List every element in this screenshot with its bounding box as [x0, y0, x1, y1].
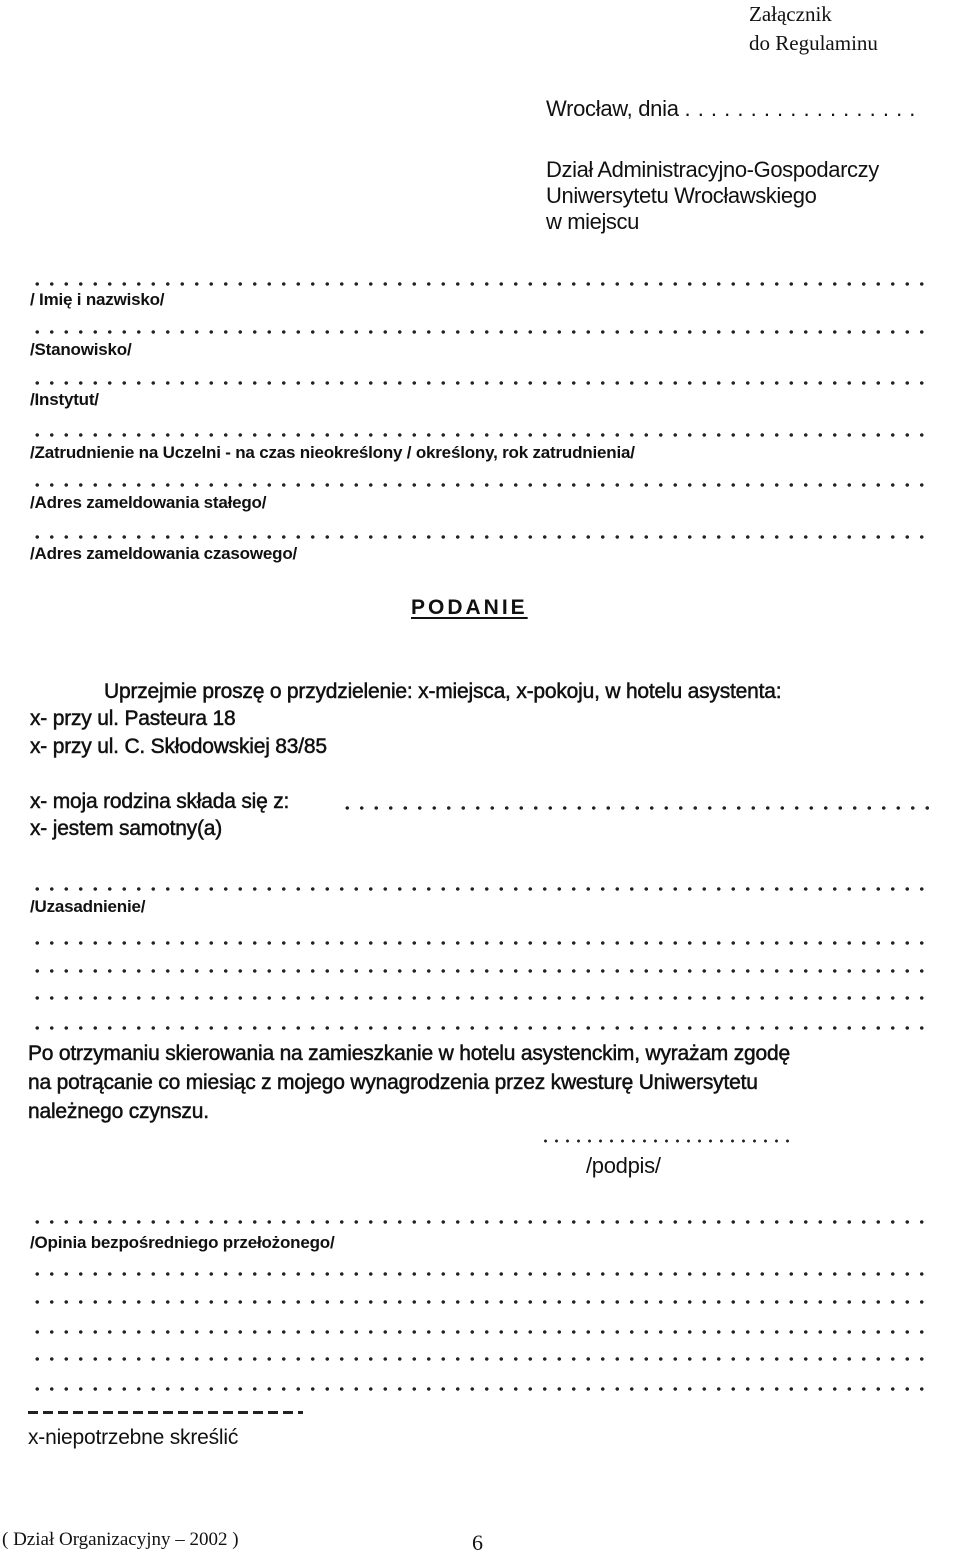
permanent-address-fill-line[interactable]: [30, 483, 930, 487]
recipient-line-1: Dział Administracyjno-Gospodarczy: [546, 157, 879, 182]
temporary-address-fill-line[interactable]: [30, 535, 930, 539]
employment-fill-line[interactable]: [30, 433, 930, 437]
institute-fill-line[interactable]: [30, 381, 930, 385]
justification-fill-line-3[interactable]: [30, 996, 930, 1000]
recipient-line-2: Uniwersytetu Wrocławskiego: [546, 183, 817, 208]
justification-fill-line-4[interactable]: [30, 1026, 930, 1030]
opinion-fill-line-2[interactable]: [30, 1300, 930, 1304]
consent-line-3: należnego czynszu.: [28, 1100, 209, 1123]
position-fill-line[interactable]: [30, 330, 930, 334]
justification-fill-line-1[interactable]: [30, 941, 930, 945]
institute-field-label: /Instytut/: [30, 390, 99, 409]
footer-organization: ( Dział Organizacyjny – 2002 ): [2, 1529, 239, 1550]
attachment-line-2: do Regulaminu: [749, 31, 878, 55]
opinion-fill-line-1[interactable]: [30, 1272, 930, 1276]
place-date-label: Wrocław, dnia: [546, 96, 679, 121]
consent-line-1: Po otrzymaniu skierowania na zamieszkanie w hotelu asystenckim, wyrażam zgodę: [28, 1042, 790, 1065]
request-intro: Uprzejmie proszę o przydzielenie: x-miejsca, x-pokoju, w hotelu asystenta:: [104, 680, 782, 703]
justification-label: /Uzasadnienie/: [30, 897, 146, 916]
request-option-1[interactable]: x- przy ul. Pasteura 18: [30, 707, 236, 730]
position-field-label: /Stanowisko/: [30, 340, 132, 359]
permanent-address-field-label: /Adres zameldowania stałego/: [30, 493, 267, 512]
temporary-address-field-label: /Adres zameldowania czasowego/: [30, 544, 298, 563]
family-option-1[interactable]: x- moja rodzina składa się z:: [30, 790, 290, 813]
justification-fill-line-2[interactable]: [30, 969, 930, 973]
recipient-address: [546, 157, 879, 235]
place-date-dots[interactable]: . . . . . . . . . . . . . . . . . .: [684, 96, 916, 121]
request-option-2[interactable]: x- przy ul. C. Skłodowskiej 83/85: [30, 735, 327, 758]
signature-label: /podpis/: [586, 1153, 661, 1178]
employment-field-label: /Zatrudnienie na Uczelni - na czas nieokreślony / określony, rok zatrudnienia/: [30, 443, 635, 462]
signature-fill-line[interactable]: [540, 1139, 792, 1143]
footnote-separator: [28, 1411, 303, 1414]
consent-line-2: na potrącanie co miesiąc z mojego wynagrodzenia przez kwesturę Uniwersytetu: [28, 1071, 758, 1094]
attachment-line-1: Załącznik: [749, 2, 832, 26]
consent-text: [28, 1039, 790, 1126]
justification-fill-line-0[interactable]: [30, 887, 930, 891]
place-date: [546, 96, 916, 122]
opinion-label: /Opinia bezpośredniego przełożonego/: [30, 1233, 335, 1252]
attachment-note: [749, 0, 878, 58]
footnote: x-niepotrzebne skreślić: [28, 1426, 239, 1449]
name-fill-line[interactable]: [30, 282, 930, 286]
family-fill-line[interactable]: [340, 806, 935, 810]
opinion-fill-line-5[interactable]: [30, 1387, 930, 1391]
recipient-line-3: w miejscu: [546, 209, 639, 234]
opinion-fill-line-4[interactable]: [30, 1357, 930, 1361]
document-title: PODANIE: [411, 596, 528, 619]
opinion-fill-line-3[interactable]: [30, 1330, 930, 1334]
name-field-label: / Imię i nazwisko/: [30, 290, 165, 309]
page-number: 6: [472, 1530, 483, 1555]
opinion-fill-line-0[interactable]: [30, 1220, 930, 1224]
family-option-2[interactable]: x- jestem samotny(a): [30, 817, 223, 840]
